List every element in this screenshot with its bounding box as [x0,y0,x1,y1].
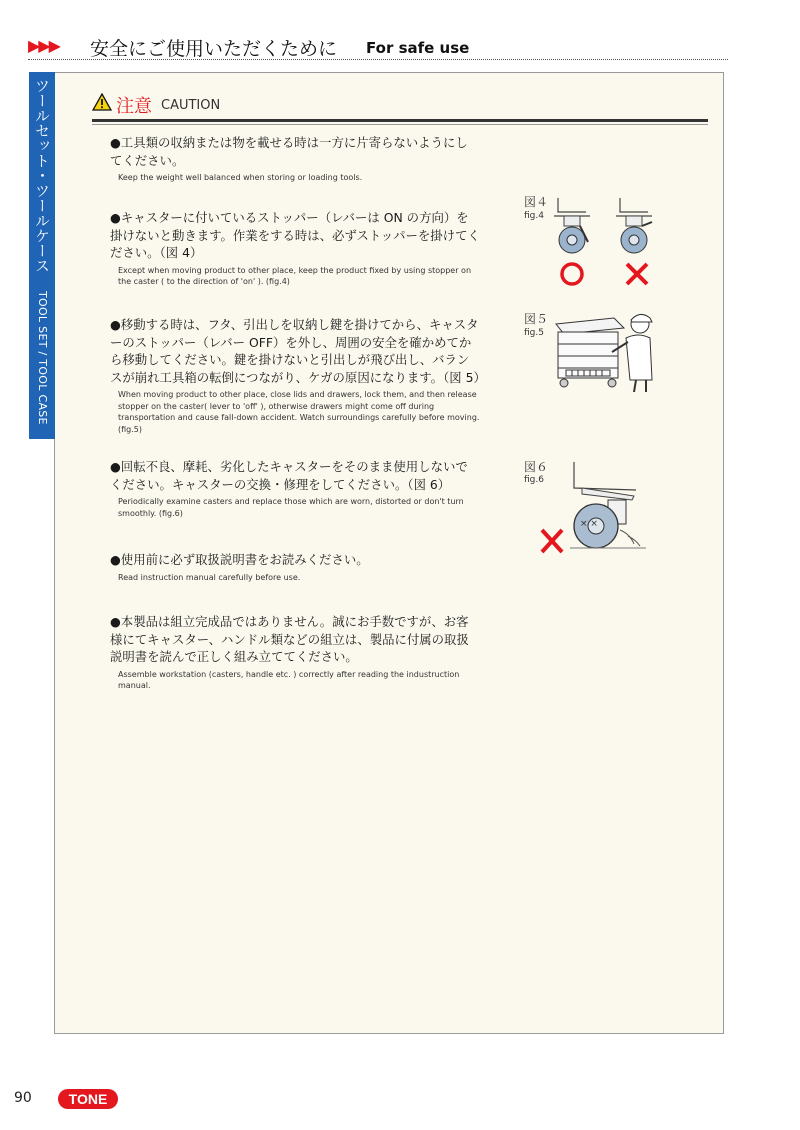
fig5-sublabel: fig.5 [524,328,544,338]
item-text-jp: ●キャスターに付いているストッパー（レバーは ON の方向）を掛けないと動きます。作業をする時は、必ずストッパーを掛けてください。（図 4） [110,210,480,260]
side-tab [29,72,55,439]
item-text-en: When moving product to other place, close lids and drawers, lock them, and then release stopper on the caster( lever to 'off' ), otherwise drawers might come off during transportation and cause fall-down accident. Watch surroundings carefully before moving. (fig.5) [118,390,480,434]
item-text-en: Periodically examine casters and replace those which are worn, distorted or don't turn smoothly. (fig.6) [118,497,464,518]
tone-logo [57,1088,119,1110]
list-item [110,209,480,288]
item-text-jp: ●使用前に必ず取扱説明書をお読みください。 [110,552,369,567]
page-title-en: For safe use [366,39,470,57]
item-text-en: Keep the weight well balanced when storing or loading tools. [118,173,363,182]
caution-divider [92,119,708,122]
list-item [110,551,480,583]
list-item [110,316,486,435]
caution-divider-thin [92,124,708,125]
header-divider [28,59,728,60]
side-tab-text-jp: ツールセット・ツールケース [33,78,51,273]
item-text-en: Assemble workstation (casters, handle etc. ) correctly after reading the industruction manual. [118,669,460,690]
fig5-moving-cart-illustration [552,310,664,396]
item-text-en: Except when moving product to other place, keep the product fixed by using stopper on the caster ( to the direction of 'on' ). (fig.4) [118,265,472,286]
page-number: 90 [14,1090,32,1106]
fig6-label: 図６ [524,460,549,474]
page-header [28,34,728,60]
fig5-label: 図５ [524,312,549,326]
header-arrows-icon: ▶▶▶ [28,36,59,55]
list-item [110,458,480,519]
item-text-jp: ●工具類の収納または物を載せる時は一方に片寄らないようにしてください。 [110,135,468,168]
list-item [110,613,480,692]
page-title-jp: 安全にご使用いただくために [90,38,338,60]
list-item [110,134,480,184]
fig4-label: 図４ [524,195,549,209]
item-text-jp: ●移動する時は、フタ、引出しを収納し鍵を掛けてから、キャスターのストッパー（レバー OFF）を外し、周囲の安全を確かめてから移動してください。鍵を掛けないと引出しが飛び出し、バランスが崩れ工具箱の転倒につながり、ケガの原因になります。（図 5） [110,317,486,385]
warning-triangle-icon [92,93,112,111]
item-text-jp: ●回転不良、摩耗、劣化したキャスターをそのまま使用しないでください。キャスターの交換・修理をしてください。（図 6） [110,459,468,492]
fig4-caster-illustration [550,196,662,290]
item-text-jp: ●本製品は組立完成品ではありません。誠にお手数ですが、お客様にてキャスター、ハンドル類などの組立は、製品に付属の取扱説明書を読んで正しく組み立ててください。 [110,614,469,664]
caution-label-en: CAUTION [161,98,221,113]
fig4-sublabel: fig.4 [524,211,544,221]
side-tab-text [29,78,55,425]
fig6-worn-caster-illustration [536,460,656,560]
caution-label-jp: 注意 [116,96,152,117]
side-tab-text-en: TOOL SET / TOOL CASE [36,291,49,425]
svg-text:TONE: TONE [68,1091,108,1107]
svg-text:× ×: × × [580,519,598,529]
item-text-en: Read instruction manual carefully before use. [118,572,301,582]
fig6-sublabel: fig.6 [524,475,544,485]
